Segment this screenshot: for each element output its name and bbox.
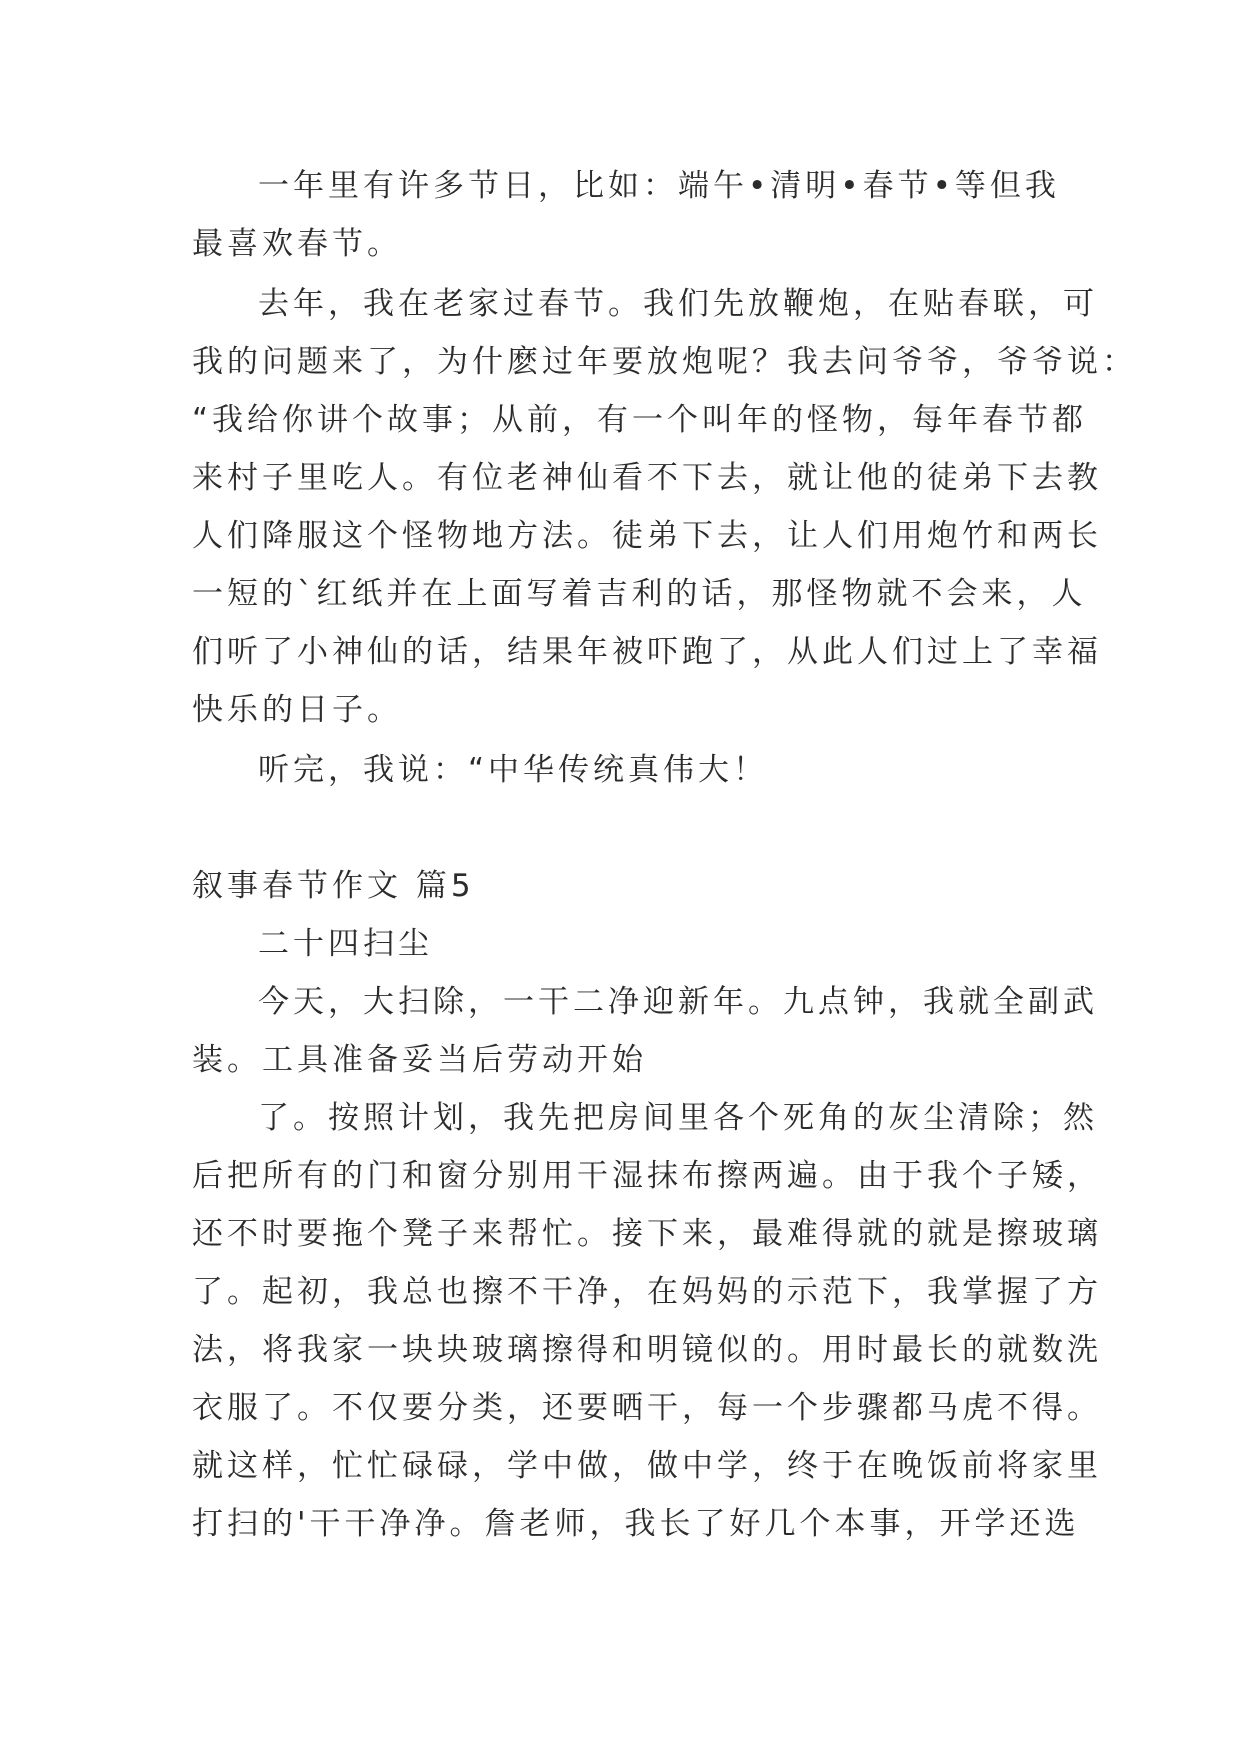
text-line: 衣服了。不仅要分类，还要晒干，每一个步骤都马虎不得。 xyxy=(192,1390,1102,1426)
text-line: 后把所有的门和窗分别用干湿抹布擦两遍。由于我个子矮， xyxy=(192,1158,1102,1194)
text-line: 一短的`红纸并在上面写着吉利的话，那怪物就不会来，人 xyxy=(192,576,1087,612)
text-line: 今天，大扫除，一干二净迎新年。九点钟，我就全副武 xyxy=(258,984,1098,1020)
text-line: 听完，我说：“中华传统真伟大！ xyxy=(258,752,769,788)
text-line: 二十四扫尘 xyxy=(258,926,433,962)
text-line: 了。起初，我总也擦不干净，在妈妈的示范下，我掌握了方 xyxy=(192,1274,1102,1310)
text-line: 打扫的'干干净净。詹老师，我长了好几个本事，开学还选 xyxy=(192,1506,1080,1542)
text-line: “我给你讲个故事；从前，有一个叫年的怪物，每年春节都 xyxy=(192,402,1088,438)
text-line: 法，将我家一块块玻璃擦得和明镜似的。用时最长的就数洗 xyxy=(192,1332,1102,1368)
section-heading: 叙事春节作文 篇5 xyxy=(192,868,475,904)
text-line: 人们降服这个怪物地方法。徒弟下去，让人们用炮竹和两长 xyxy=(192,518,1102,554)
text-line: 了。按照计划，我先把房间里各个死角的灰尘清除；然 xyxy=(258,1100,1098,1136)
text-line: 来村子里吃人。有位老神仙看不下去，就让他的徒弟下去教 xyxy=(192,460,1102,496)
text-line: 还不时要拖个凳子来帮忙。接下来，最难得就的就是擦玻璃 xyxy=(192,1216,1102,1252)
text-line: 去年，我在老家过春节。我们先放鞭炮，在贴春联，可 xyxy=(258,286,1098,322)
text-line: 们听了小神仙的话，结果年被吓跑了，从此人们过上了幸福 xyxy=(192,634,1102,670)
text-line: 快乐的日子。 xyxy=(192,692,402,728)
text-line: 就这样，忙忙碌碌，学中做，做中学，终于在晚饭前将家里 xyxy=(192,1448,1102,1484)
text-line: 我的问题来了，为什麽过年要放炮呢？我去问爷爷，爷爷说： xyxy=(192,344,1137,380)
text-line: 装。工具准备妥当后劳动开始 xyxy=(192,1042,647,1078)
text-line: 最喜欢春节。 xyxy=(192,226,402,262)
text-line: 一年里有许多节日，比如：端午•清明•春节•等但我 xyxy=(258,168,1060,204)
